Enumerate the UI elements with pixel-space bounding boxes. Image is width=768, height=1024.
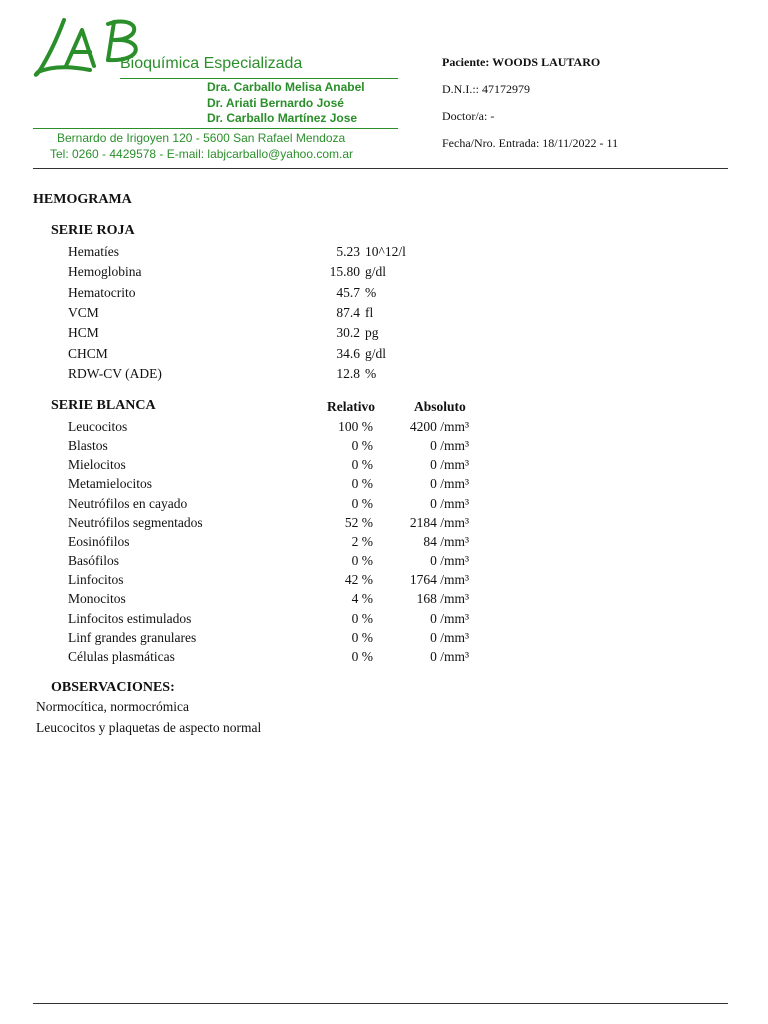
analyte-unit: g/dl [365, 345, 387, 361]
absolute-value: 1764 /mm³ [409, 572, 469, 588]
doctor-name: Dra. Carballo Melisa Anabel [207, 80, 365, 94]
white-series-row [0, 419, 768, 438]
white-series-row [0, 476, 768, 495]
relative-value: 0 % [351, 629, 373, 645]
red-series-row [0, 346, 768, 366]
header-divider [33, 168, 728, 169]
absolute-value: 0 /mm³ [430, 438, 469, 454]
relative-value: 0 % [351, 553, 373, 569]
cell-type-name: Monocitos [68, 591, 126, 607]
white-series-row [0, 572, 768, 591]
doctor-name: Dr. Carballo Martínez Jose [207, 111, 358, 125]
white-series-row [0, 630, 768, 649]
analyte-value: 5.23 [336, 244, 360, 259]
red-series-row [0, 264, 768, 284]
lab-subtitle: Bioquímica Especializada [120, 55, 303, 72]
analyte-name: Hemoglobina [68, 264, 142, 280]
report-title: HEMOGRAMA [33, 192, 132, 207]
analyte-value: 87.4 [336, 304, 360, 320]
doctor-name: Dr. Ariati Bernardo José [207, 95, 344, 110]
cell-type-name: Linfocitos estimulados [68, 610, 192, 626]
relative-value: 0 % [351, 648, 373, 664]
observation-line: Normocítica, normocrómica [36, 699, 189, 714]
header-green-rule [120, 78, 398, 79]
white-series-row [0, 591, 768, 610]
cell-type-name: Mielocitos [68, 457, 126, 473]
doctors-list [207, 80, 365, 127]
absolute-value: 84 /mm³ [423, 533, 469, 549]
red-series-row [0, 305, 768, 325]
red-series-title: SERIE ROJA [51, 223, 135, 238]
analyte-name: RDW-CV (ADE) [68, 365, 162, 381]
analyte-name: HCM [68, 325, 99, 341]
analyte-unit: pg [365, 325, 379, 341]
analyte-name: Hematíes [68, 244, 119, 259]
analyte-name: Hematocrito [68, 284, 136, 300]
observation-line: Leucocitos y plaquetas de aspecto normal [36, 720, 262, 735]
footer-divider [33, 1003, 728, 1004]
white-series-row [0, 438, 768, 457]
white-series-title: SERIE BLANCA [51, 398, 156, 413]
white-series-row [0, 534, 768, 553]
patient-info [442, 55, 618, 163]
red-series-row [0, 366, 768, 386]
analyte-value: 34.6 [336, 345, 360, 361]
cell-type-name: Basófilos [68, 553, 120, 569]
analyte-value: 15.80 [329, 264, 360, 280]
patient-dni: D.N.I.:: 47172979 [442, 82, 530, 96]
cell-type-name: Linfocitos [68, 572, 124, 588]
analyte-unit: % [365, 284, 377, 300]
absolute-value: 0 /mm³ [430, 553, 469, 569]
relative-value: 0 % [351, 610, 373, 626]
analyte-unit: g/dl [365, 264, 387, 280]
relative-value: 0 % [351, 457, 373, 473]
relative-value: 2 % [351, 533, 373, 549]
cell-type-name: Leucocitos [68, 419, 128, 434]
cell-type-name: Células plasmáticas [68, 648, 175, 664]
relative-value: 4 % [351, 591, 373, 607]
white-series-row [0, 457, 768, 476]
relative-value: 42 % [344, 572, 373, 588]
cell-type-name: Metamielocitos [68, 476, 152, 492]
white-series-row [0, 649, 768, 668]
absolute-value: 0 /mm³ [430, 457, 469, 473]
white-series-row [0, 496, 768, 515]
white-series-row [0, 611, 768, 630]
lab-address: Bernardo de Irigoyen 120 - 5600 San Rafael Mendoza [57, 131, 346, 145]
white-series-row [0, 553, 768, 572]
analyte-value: 45.7 [336, 284, 360, 300]
patient-name: Paciente: WOODS LAUTARO [442, 55, 601, 69]
red-series-row [0, 285, 768, 305]
absolute-value: 0 /mm³ [430, 648, 469, 664]
absolute-value: 4200 /mm³ [409, 419, 469, 434]
relative-value: 52 % [344, 514, 373, 530]
analyte-unit: % [365, 365, 377, 381]
observations-title: OBSERVACIONES: [51, 680, 175, 695]
absolute-value: 0 /mm³ [430, 610, 469, 626]
analyte-name: CHCM [68, 345, 108, 361]
cell-type-name: Neutrófilos en cayado [68, 495, 188, 511]
absolute-column-header: Absoluto [414, 399, 466, 414]
analyte-unit: 10^12/l [365, 244, 406, 259]
absolute-value: 0 /mm³ [430, 495, 469, 511]
relative-value: 0 % [351, 495, 373, 511]
cell-type-name: Linf grandes granulares [68, 629, 197, 645]
relative-value: 0 % [351, 476, 373, 492]
cell-type-name: Neutrófilos segmentados [68, 514, 203, 530]
analyte-value: 30.2 [336, 325, 360, 341]
red-series-row [0, 244, 768, 264]
white-series-row [0, 515, 768, 534]
address-green-rule [33, 128, 398, 129]
cell-type-name: Eosinófilos [68, 533, 130, 549]
cell-type-name: Blastos [68, 438, 108, 454]
analyte-value: 12.8 [336, 365, 360, 381]
analyte-unit: fl [365, 304, 374, 320]
absolute-value: 168 /mm³ [416, 591, 469, 607]
absolute-value: 0 /mm³ [430, 629, 469, 645]
analyte-name: VCM [68, 304, 99, 320]
absolute-value: 0 /mm³ [430, 476, 469, 492]
absolute-value: 2184 /mm³ [409, 514, 469, 530]
relative-value: 100 % [338, 419, 373, 434]
lab-contact: Tel: 0260 - 4429578 - E-mail: labjcarballo@yahoo.com.ar [50, 147, 354, 161]
relative-value: 0 % [351, 438, 373, 454]
relative-column-header: Relativo [327, 399, 375, 414]
patient-doctor: Doctor/a: - [442, 109, 495, 123]
patient-entry: Fecha/Nro. Entrada: 18/11/2022 - 11 [442, 136, 619, 150]
red-series-row [0, 325, 768, 345]
